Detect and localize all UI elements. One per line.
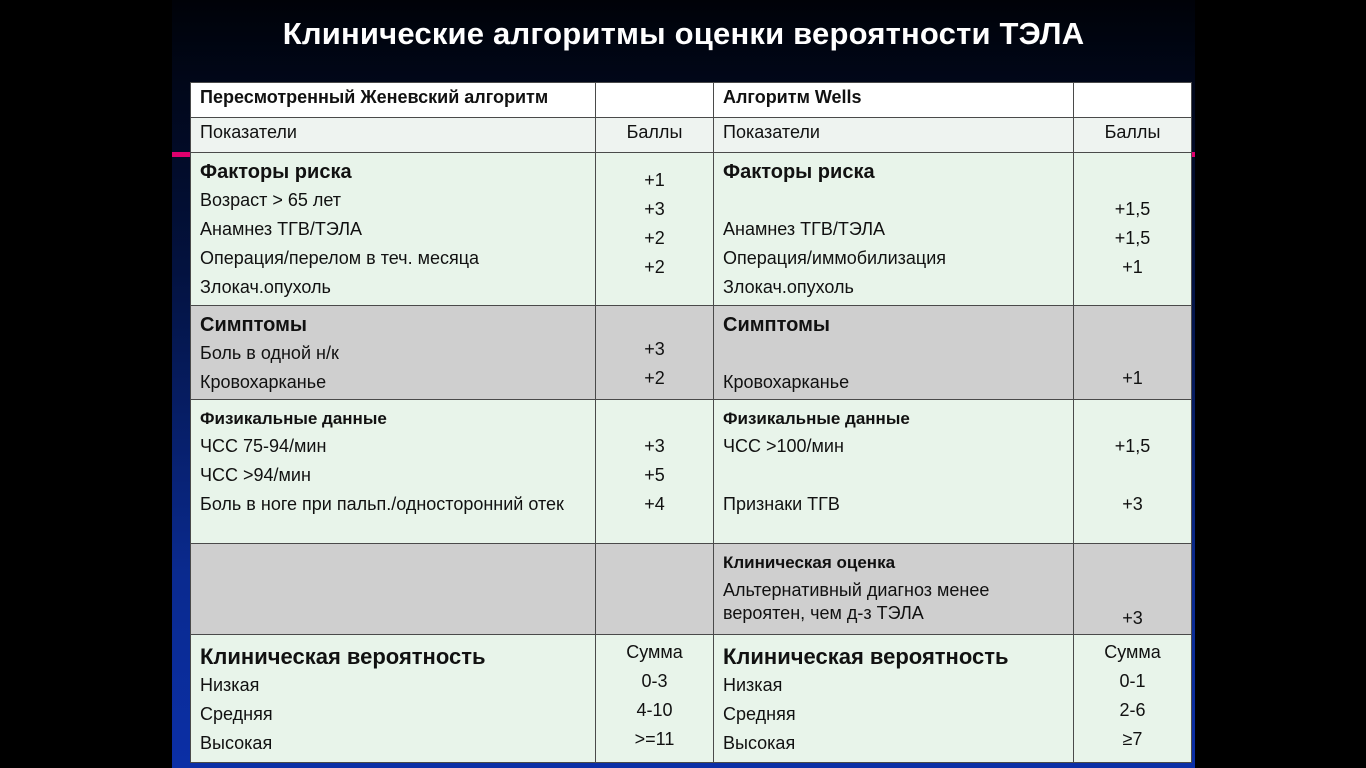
wells-probability-cell	[714, 635, 1074, 763]
geneva-symptoms-points	[596, 306, 714, 400]
points-value: 0-3	[641, 671, 668, 691]
sum-label: Сумма	[626, 642, 683, 662]
points-value: 2-6	[1119, 700, 1146, 720]
list-item: Высокая	[200, 733, 273, 753]
list-item: Боль в одной н/к	[200, 343, 339, 363]
section-title: Факторы риска	[723, 161, 875, 183]
list-item: ЧСС >100/мин	[723, 436, 844, 456]
list-item: Анамнез ТГВ/ТЭЛА	[200, 219, 363, 239]
accent-line-left	[172, 152, 192, 157]
risk-factors-row	[191, 153, 1192, 306]
wells-risk-points	[1074, 153, 1192, 306]
points-value: +1,5	[1114, 436, 1151, 456]
wells-clinical-points	[1074, 544, 1192, 635]
wells-physical-cell	[714, 400, 1074, 544]
physical-data-row	[191, 400, 1192, 544]
points-value: +2	[644, 257, 665, 277]
clinical-probability-row	[191, 635, 1192, 763]
section-title: Симптомы	[200, 314, 307, 336]
geneva-risk-cell	[191, 153, 596, 306]
geneva-physical-cell	[191, 400, 596, 544]
wells-physical-points	[1074, 400, 1192, 544]
points-value: +3	[644, 436, 665, 456]
list-item: Средняя	[200, 704, 273, 724]
points-value: +1	[1122, 257, 1143, 277]
wells-clinical-cell	[714, 544, 1074, 635]
list-item: ЧСС 75-94/мин	[200, 436, 327, 456]
list-item: Боль в ноге при пальп./односторонний отек	[200, 494, 564, 514]
list-item: Злокач.опухоль	[723, 277, 854, 297]
points-value: +1,5	[1114, 228, 1151, 248]
points-value: +3	[1122, 494, 1143, 514]
section-title: Факторы риска	[200, 161, 352, 183]
geneva-risk-points	[596, 153, 714, 306]
list-item: Возраст > 65 лет	[200, 190, 342, 210]
symptoms-row	[191, 306, 1192, 400]
points-value: +3	[1122, 608, 1143, 628]
geneva-clinical-empty	[191, 544, 596, 635]
section-title: Физикальные данные	[200, 409, 387, 428]
section-title: Физикальные данные	[723, 409, 910, 428]
list-item: Средняя	[723, 704, 796, 724]
geneva-header-empty	[596, 83, 714, 118]
section-title: Клиническая вероятность	[723, 644, 1009, 669]
wells-probability-values	[1074, 635, 1192, 763]
section-title: Клиническая вероятность	[200, 644, 486, 669]
list-item: Кровохарканье	[200, 372, 327, 392]
comparison-table	[190, 82, 1192, 763]
points-value: +2	[644, 368, 665, 388]
list-item: Операция/иммобилизация	[723, 248, 947, 268]
wells-risk-cell	[714, 153, 1074, 306]
geneva-points-header: Баллы	[596, 118, 714, 153]
table-header-row	[191, 83, 1192, 118]
list-item: Признаки ТГВ	[723, 494, 840, 514]
list-item: ЧСС >94/мин	[200, 465, 311, 485]
wells-symptoms-points	[1074, 306, 1192, 400]
geneva-header: Пересмотренный Женевский алгоритм	[191, 83, 596, 118]
points-value: +3	[644, 339, 665, 359]
wells-indicators-header: Показатели	[714, 118, 1074, 153]
sum-label: Сумма	[1104, 642, 1161, 662]
points-value: >=11	[634, 729, 675, 749]
points-value: ≥7	[1122, 729, 1143, 749]
section-title: Симптомы	[723, 314, 830, 336]
wells-header-empty	[1074, 83, 1192, 118]
geneva-symptoms-cell	[191, 306, 596, 400]
list-item: Высокая	[723, 733, 796, 753]
points-value: 0-1	[1119, 671, 1146, 691]
list-item: Низкая	[723, 675, 783, 695]
points-value: +1	[1122, 368, 1143, 388]
points-value: +4	[644, 494, 665, 514]
points-value: +2	[644, 228, 665, 248]
list-item: Низкая	[200, 675, 260, 695]
list-item: Злокач.опухоль	[200, 277, 331, 297]
geneva-clinical-points-empty	[596, 544, 714, 635]
list-item: Кровохарканье	[723, 372, 850, 392]
clinical-assessment-row	[191, 544, 1192, 635]
geneva-indicators-header: Показатели	[191, 118, 596, 153]
geneva-probability-cell	[191, 635, 596, 763]
list-item: Анамнез ТГВ/ТЭЛА	[723, 219, 886, 239]
list-item: Операция/перелом в теч. месяца	[200, 248, 480, 268]
column-header-row	[191, 118, 1192, 153]
slide-title: Клинические алгоритмы оценки вероятности ТЭЛА	[282, 16, 1085, 51]
wells-points-header: Баллы	[1074, 118, 1192, 153]
geneva-physical-points	[596, 400, 714, 544]
points-value: +3	[644, 199, 665, 219]
points-value: +1,5	[1114, 199, 1151, 219]
list-item: Альтернативный диагноз менее вероятен, чем д-з ТЭЛА	[723, 580, 990, 623]
points-value: +5	[644, 465, 665, 485]
points-value: +1	[644, 170, 665, 190]
points-value: 4-10	[636, 700, 673, 720]
section-title: Клиническая оценка	[723, 553, 896, 572]
wells-header: Алгоритм Wells	[714, 83, 1074, 118]
wells-symptoms-cell	[714, 306, 1074, 400]
geneva-probability-values	[596, 635, 714, 763]
